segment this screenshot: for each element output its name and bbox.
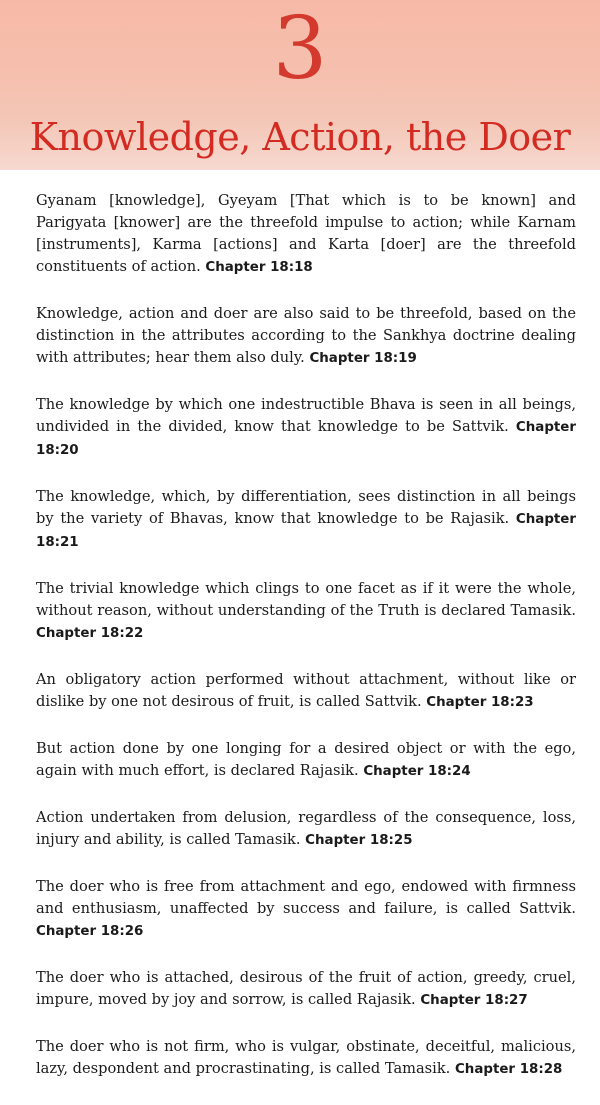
verse-reference: Chapter 18:20 bbox=[36, 420, 576, 458]
verse-list bbox=[36, 190, 576, 1105]
verse-paragraph bbox=[36, 967, 576, 1012]
verse-reference: Chapter 18:22 bbox=[36, 626, 144, 641]
verse-reference: Chapter 18:26 bbox=[36, 924, 144, 939]
verse-text: But action done by one longing for a desired object or with the ego, again with much effort, is declared Rajasik. bbox=[36, 740, 576, 779]
verse-paragraph bbox=[36, 876, 576, 943]
chapter-header bbox=[0, 0, 600, 170]
verse-paragraph bbox=[36, 394, 576, 462]
verse-text: The trivial knowledge which clings to one facet as if it were the whole, without reason, without understanding of the Truth is declared Tamasik. bbox=[36, 580, 576, 619]
verse-text: The doer who is attached, desirous of the fruit of action, greedy, cruel, impure, moved by joy and sorrow, is called Rajasik. bbox=[36, 969, 576, 1008]
verse-paragraph bbox=[36, 578, 576, 645]
verse-text: Action undertaken from delusion, regardless of the consequence, loss, injury and ability, is called Tamasik. bbox=[36, 809, 576, 848]
verse-paragraph bbox=[36, 486, 576, 554]
verse-text: The knowledge, which, by differentiation, sees distinction in all beings by the variety of Bhavas, know that knowledge to be Rajasik. bbox=[36, 488, 576, 527]
verse-reference: Chapter 18:23 bbox=[426, 695, 534, 710]
chapter-number: 3 bbox=[272, 0, 328, 99]
verse-text: Knowledge, action and doer are also said to be threefold, based on the distinction in the attributes according to the Sankhya doctrine dealing with attributes; hear them also duly. bbox=[36, 305, 576, 366]
verse-paragraph bbox=[36, 669, 576, 714]
verse-reference: Chapter 18:19 bbox=[309, 351, 417, 366]
verse-paragraph bbox=[36, 303, 576, 370]
verse-paragraph bbox=[36, 807, 576, 852]
verse-paragraph bbox=[36, 738, 576, 783]
verse-reference: Chapter 18:25 bbox=[305, 833, 413, 848]
verse-text: An obligatory action performed without attachment, without like or dislike by one not desirous of fruit, is called Sattvik. bbox=[36, 671, 576, 710]
verse-text: The knowledge by which one indestructible Bhava is seen in all beings, undivided in the divided, know that knowledge to be Sattvik. bbox=[36, 396, 576, 435]
verse-paragraph bbox=[36, 1036, 576, 1081]
chapter-title: Knowledge, Action, the Doer bbox=[29, 115, 571, 159]
verse-reference: Chapter 18:21 bbox=[36, 512, 576, 550]
verse-reference: Chapter 18:27 bbox=[420, 993, 528, 1008]
verse-paragraph bbox=[36, 190, 576, 279]
verse-text: The doer who is free from attachment and ego, endowed with firmness and enthusiasm, unaffected by success and failure, is called Sattvik. bbox=[36, 878, 576, 917]
verse-text: The doer who is not firm, who is vulgar, obstinate, deceitful, malicious, lazy, despondent and procrastinating, is called Tamasik. bbox=[36, 1038, 576, 1077]
verse-reference: Chapter 18:24 bbox=[363, 764, 471, 779]
verse-reference: Chapter 18:18 bbox=[205, 260, 313, 275]
verse-reference: Chapter 18:28 bbox=[454, 1062, 563, 1077]
verse-text: Gyanam [knowledge], Gyeyam [That which is to be known] and Parigyata [knower] are the threefold impulse to action; while Karnam [instruments], Karma [actions] and Karta [doer] are the threefold constituents of action. bbox=[36, 192, 576, 275]
